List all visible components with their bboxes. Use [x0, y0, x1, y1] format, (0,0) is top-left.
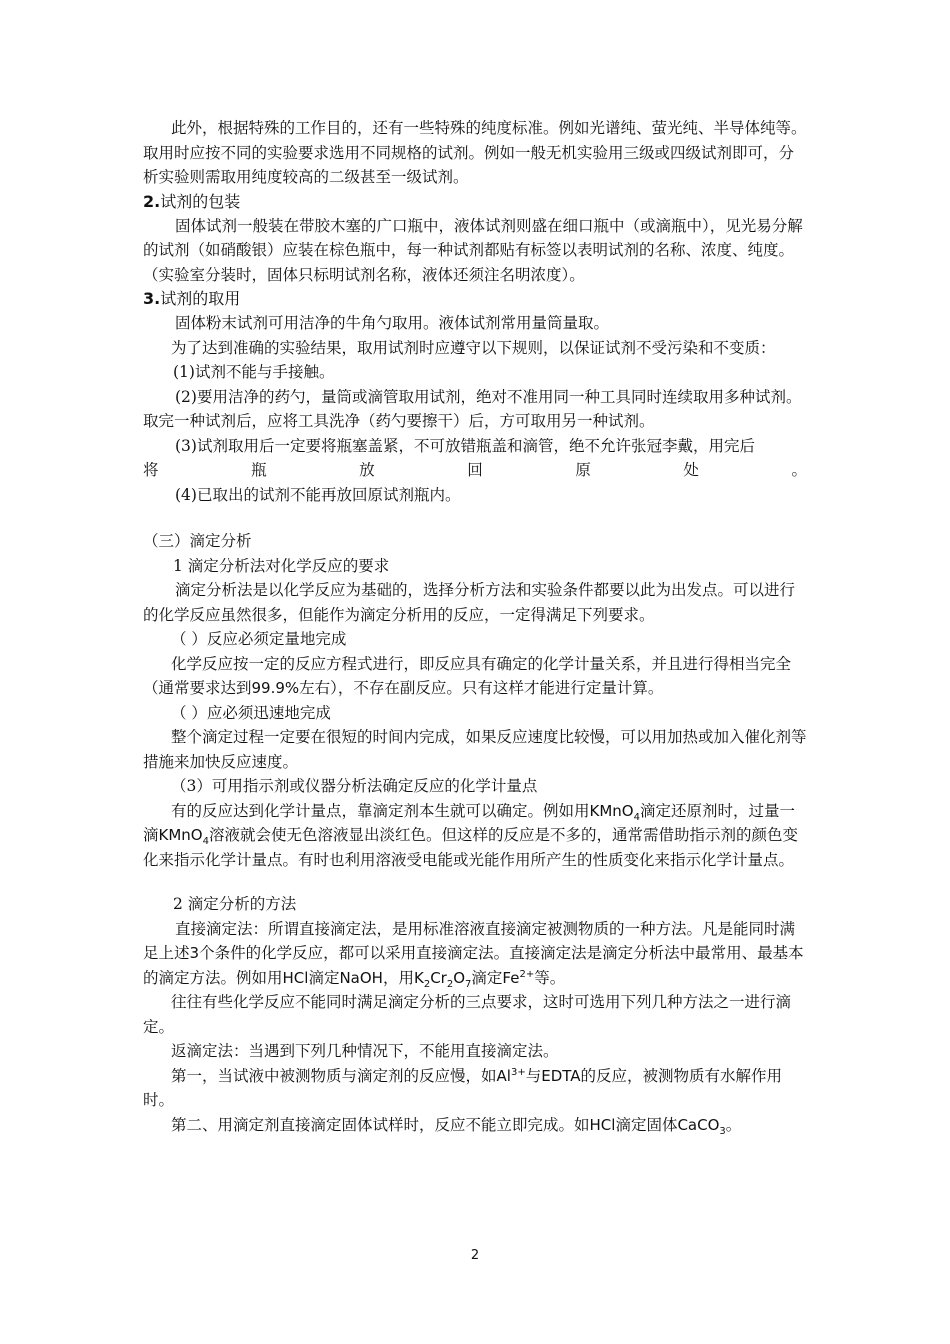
rule-3-continued: 将 瓶 放 回 原 处 。 [143, 461, 807, 479]
condition-3-heading: （3）可用指示剂或仪器分析法确定反应的化学计量点 [171, 777, 538, 795]
formula-al3: $Al^{3+}$ [496, 1066, 526, 1085]
heading-reagent-packaging [143, 190, 807, 214]
rule-2: (2)要用洁净的药勺，量筒或滴管取用试剂，绝对不准用同一种工具同时连续取用多种试剂。取完一种试剂后，应将工具洗净（药勺要擦干）后，方可取用另一种试剂。 [143, 387, 802, 430]
formula-fe2: $Fe^{2+}$ [502, 968, 535, 987]
paragraph-case-1: 第一，当试液中被测物质与滴定剂的反应慢，如$Al^{3+}$与EDTA的反应，被测物质有水解作用时。 [143, 1066, 783, 1109]
paragraph-case-2: 第二、用滴定剂直接滴定固体试样时，反应不能立即完成。如HCl滴定固体CaCO$_3$。 [171, 1115, 742, 1137]
heading-number: 2. [143, 191, 161, 211]
heading-reagent-usage [143, 287, 807, 311]
heading-title: 试剂的取用 [160, 289, 241, 308]
condition-2-heading: （ ）应必须迅速地完成 [171, 703, 331, 722]
heading-number: 3. [143, 289, 161, 308]
formula-hcl: HCl [589, 1115, 616, 1134]
section-titration-analysis: （三）滴定分析 [143, 532, 252, 550]
rule-3: (3)试剂取用后一定要将瓶塞盖紧，不可放错瓶盖和滴管，绝不允许张冠李戴，用完后 [175, 436, 755, 455]
formula-k2cr2o7: $K_2Cr_2O_7$ [413, 968, 472, 990]
paragraph-reaction-requirements: 滴定分析法是以化学反应为基础的，选择分析方法和实验条件都要以此为出发点。可以进行的化学反应虽然很多，但能作为滴定分析用的反应，一定得满足下列要求。 [143, 581, 796, 624]
rule-1: (1)试剂不能与手接触。 [173, 363, 335, 381]
formula-kmno4: KMnO$_4$ [589, 801, 640, 823]
paragraph-direct-titration: 直接滴定法：所谓直接滴定法，是用标准溶液直接滴定被测物质的一种方法。凡是能同时满足上述3个条件的化学反应，都可以采用直接滴定法。直接滴定法是滴定分析法中最常用、最基本的滴定方法。例如用HCl滴定NaOH，用$K_2Cr_2O_7$滴定$Fe^{2+}$等。 [143, 919, 804, 990]
condition-3-text: 有的反应达到化学计量点，靠滴定剂本生就可以确定。例如用KMnO$_4$滴定还原剂时，过量一滴KMnO$_4$溶液就会使无色溶液显出淡红色。但这样的反应是不多的，通常需借助指示剂的颜色变化来指示化学计量点。有时也利用溶液受电能或光能作用所产生的性质变化来指示化学计量点。 [143, 801, 798, 869]
paragraph-packaging: 固体试剂一般装在带胶木塞的广口瓶中，液体试剂则盛在细口瓶中（或滴瓶中），见光易分解的试剂（如硝酸银）应装在棕色瓶中，每一种试剂都贴有标签以表明试剂的名称、浓度、纯度。（实验室分装时，固体只标明试剂名称，液体还须注名明浓度）。 [143, 216, 803, 284]
paragraph-purity-standards: 此外，根据特殊的工作目的，还有一些特殊的纯度标准。例如光谱纯、萤光纯、半导体纯等。取用时应按不同的实验要求选用不同规格的试剂。例如一般无机实验用三级或四级试剂即可，分析实验则需取用纯度较高的二级甚至一级试剂。 [143, 119, 807, 186]
page-number: 2 [470, 1248, 480, 1263]
formula-edta: EDTA [541, 1066, 581, 1085]
condition-2-text: 整个滴定过程一定要在很短的时间内完成，如果反应速度比较慢，可以用加热或加入催化剂等措施来加快反应速度。 [143, 728, 807, 771]
paragraph-back-titration: 返滴定法：当遇到下列几种情况下，不能用直接滴定法。 [171, 1042, 559, 1060]
formula-caco3: CaCO$_3$ [677, 1115, 726, 1137]
page-content [143, 116, 807, 1137]
subheading-titration-methods: 2 滴定分析的方法 [173, 895, 297, 913]
paragraph-usage-intro: 固体粉末试剂可用洁净的牛角勺取用。液体试剂常用量筒量取。 [175, 314, 610, 332]
formula-naoh: NaOH [339, 968, 383, 987]
paragraph-usage-rules-intro: 为了达到准确的实验结果，取用试剂时应遵守以下规则，以保证试剂不受污染和不变质： [171, 338, 776, 357]
subheading-reaction-requirements: 1 滴定分析法对化学反应的要求 [173, 556, 390, 575]
formula-kmno4: KMnO$_4$ [158, 826, 209, 847]
rule-4: (4)已取出的试剂不能再放回原试剂瓶内。 [175, 485, 461, 504]
heading-title: 试剂的包装 [160, 191, 241, 211]
condition-1-heading: （ ）反应必须定量地完成 [171, 630, 347, 648]
formula-hcl: HCl [282, 968, 309, 987]
condition-1-text: 化学反应按一定的反应方程式进行，即反应具有确定的化学计量关系，并且进行得相当完全（通常要求达到99.9%左右），不存在副反应。只有这样才能进行定量计算。 [143, 654, 792, 697]
paragraph-other-methods: 往往有些化学反应不能同时满足滴定分析的三点要求，这时可选用下列几种方法之一进行滴定。 [143, 993, 792, 1036]
